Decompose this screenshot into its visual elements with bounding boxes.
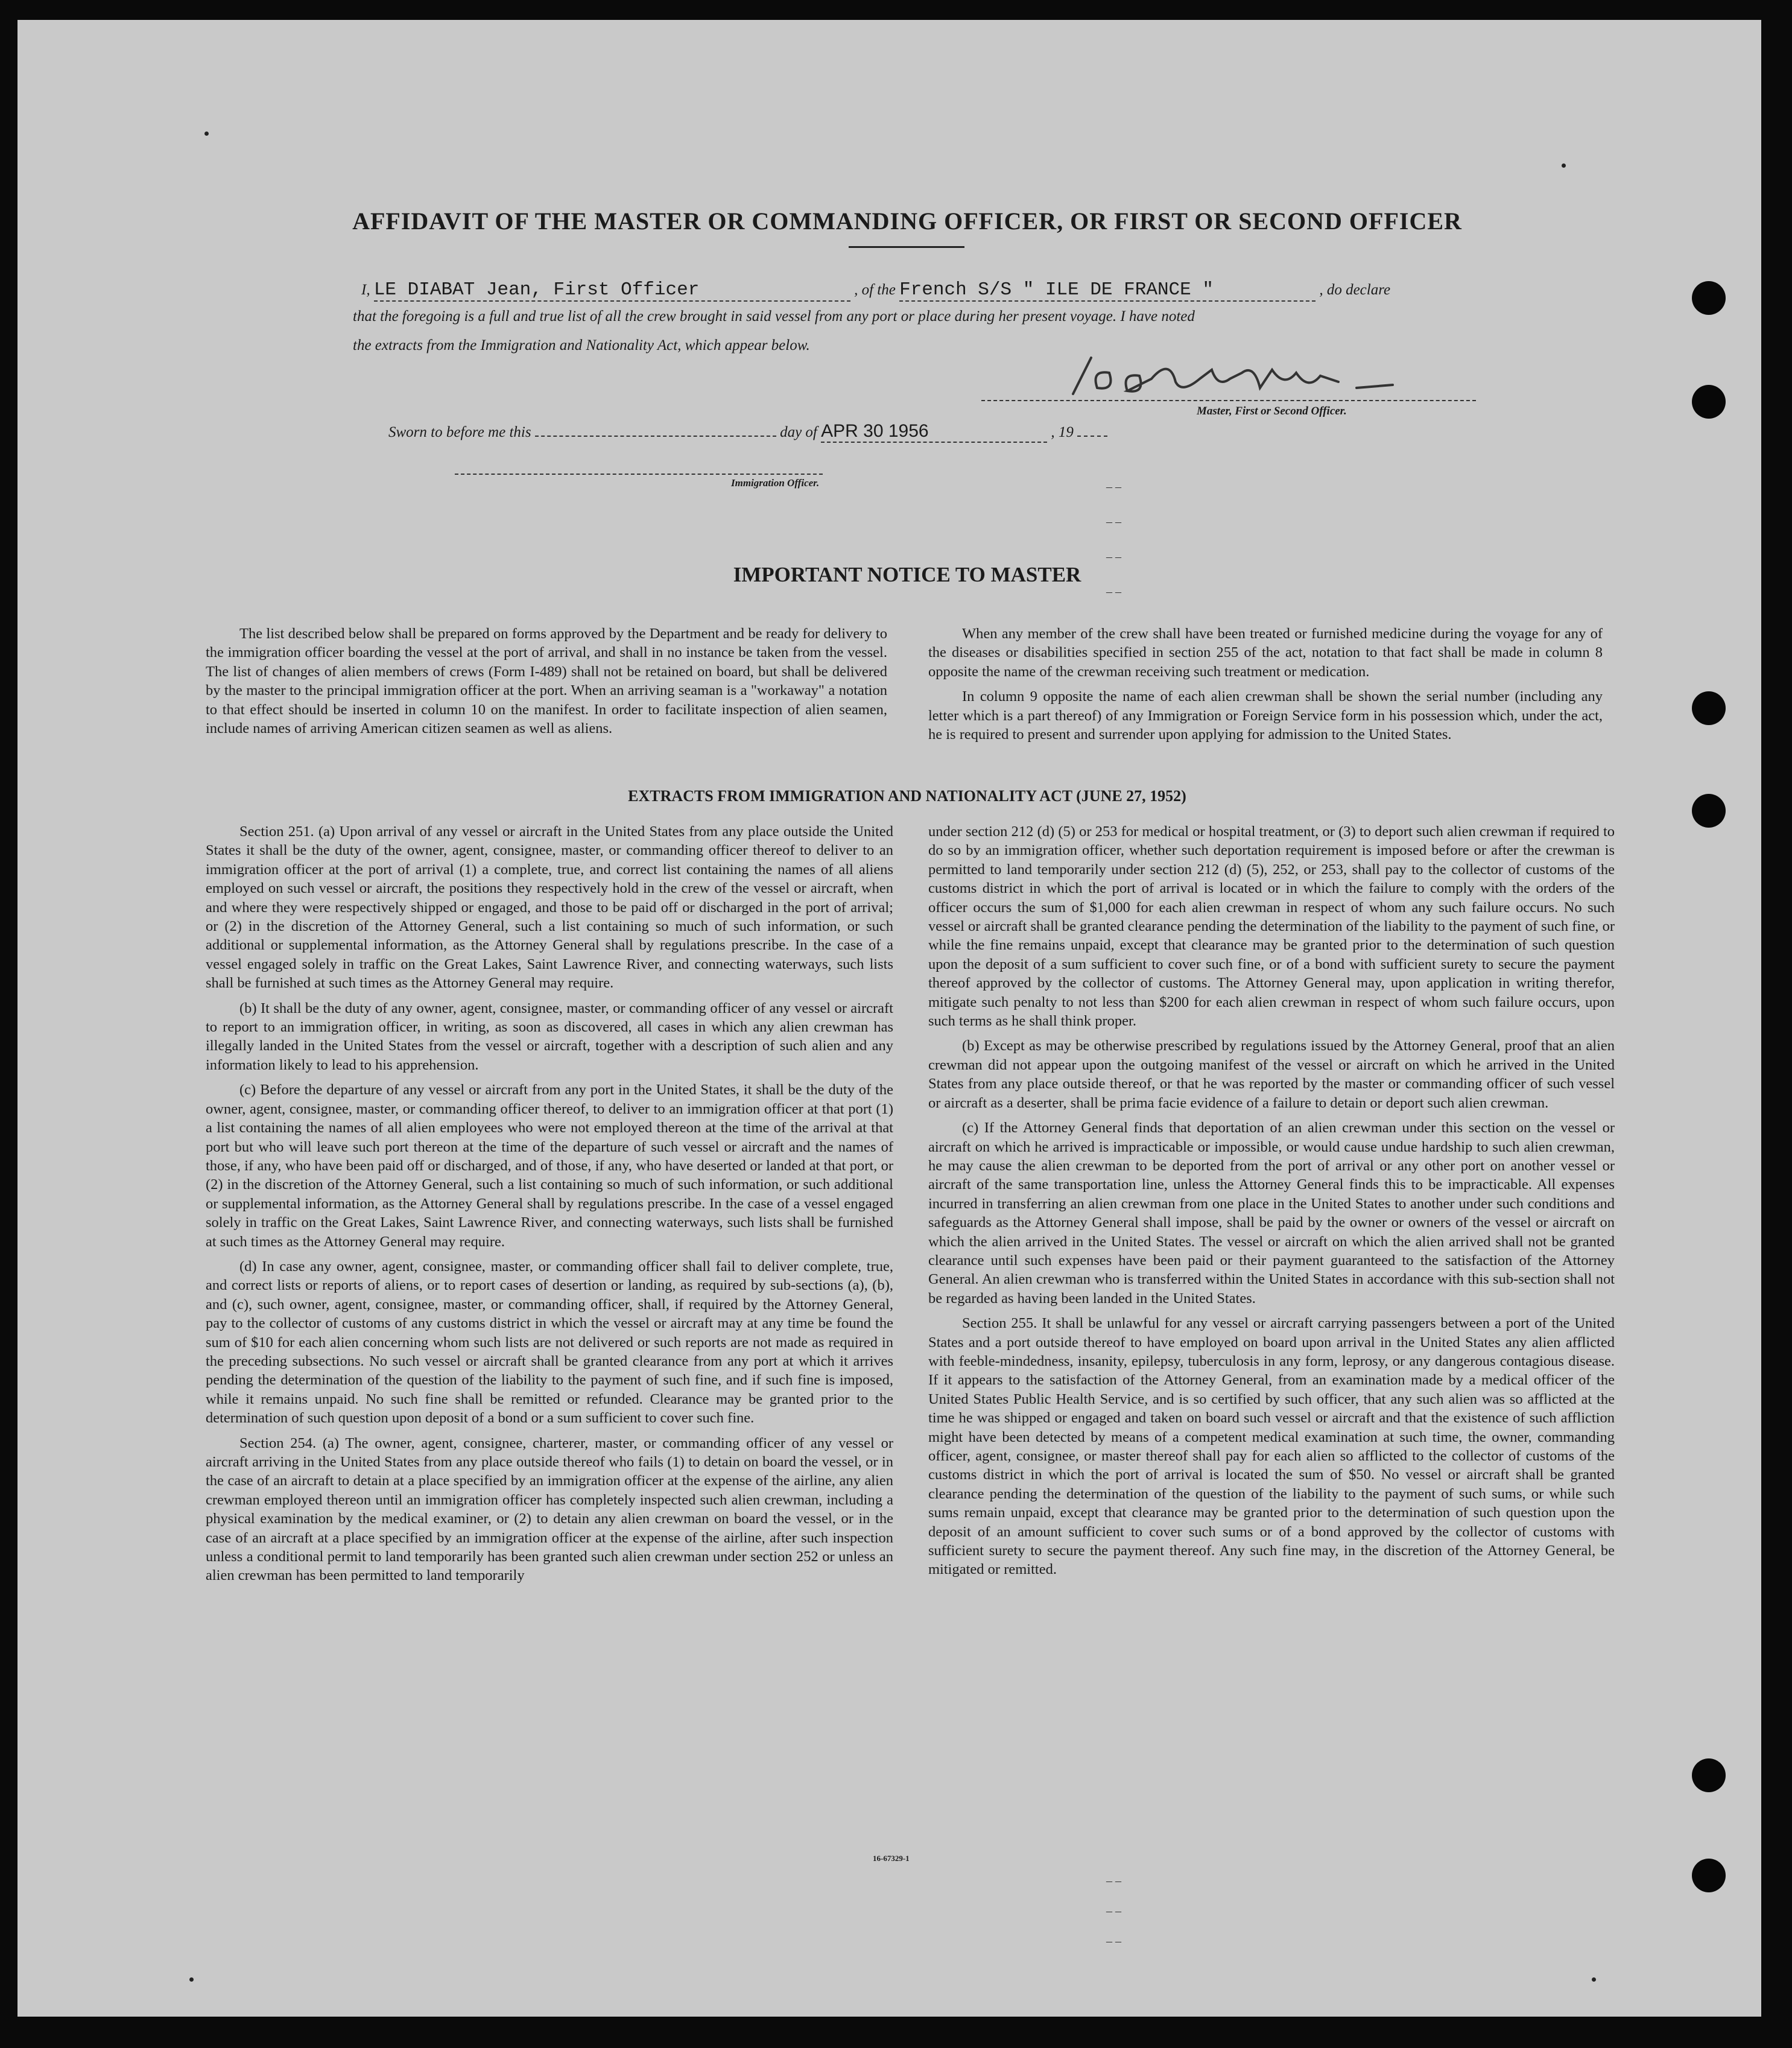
declarant-field bbox=[374, 279, 850, 302]
speck bbox=[204, 132, 209, 136]
year-prefix: , 19 bbox=[1051, 424, 1074, 440]
vessel-field bbox=[899, 279, 1316, 302]
binder-hole bbox=[1692, 281, 1726, 315]
extract-paragraph: under section 212 (d) (5) or 253 for medical or hospital treatment, or (3) to deport such alien crewman if required to do so by an immigration officer, whether such deportation requirement is imposed before or after the crewman is permitted to land temporarily under section 212 (d) (5), 252, or 253, shall pay to the collector of customs of the customs district in which the port of arrival is located or in which the failure to comply with the orders of the officer occurs the sum of $1,000 for each alien crewman in respect of whom any such failure occurs. No such vessel or aircraft shall be granted clearance pending the determination of the liability to the payment of such fine, or while the fine remains unpaid, except that clearance may be granted prior to the determination of such question upon the deposit of a sum sufficient to cover such fine, or of a bond with sufficient surety to secure the payment thereof approved by the collector of customs. The Attorney General may, upon application in writing therefor, mitigate such penalty to not less than $200 for each alien crewman in respect of whom such failure occurs, upon such terms as he shall think proper. bbox=[928, 823, 1615, 1030]
form-number: 16-67329-1 bbox=[873, 1854, 910, 1863]
day-field bbox=[535, 436, 776, 437]
of-the-label: , of the bbox=[854, 282, 896, 298]
declaration-line-1 bbox=[361, 279, 1483, 302]
extracts-right-column bbox=[928, 822, 1615, 1585]
binder-hole bbox=[1692, 1758, 1726, 1792]
notice-paragraph: In column 9 opposite the name of each alien crewman shall be shown the serial number (including any letter which is a part thereof) of any Immigration or Foreign Service form in his possession which, under the act, he is required to present and surrender upon applying for admission to the United States. bbox=[928, 688, 1603, 743]
date-field bbox=[821, 421, 1047, 443]
margin-ticks: – – – – – – – – bbox=[1106, 480, 1121, 598]
binder-hole bbox=[1692, 1859, 1726, 1892]
speck bbox=[189, 1977, 194, 1982]
footer-ticks: – – – – – – bbox=[1106, 1874, 1121, 1948]
binder-hole bbox=[1692, 385, 1726, 419]
notice-heading: IMPORTANT NOTICE TO MASTER bbox=[733, 563, 1081, 586]
document-page bbox=[17, 20, 1761, 2017]
pronoun: I, bbox=[361, 282, 370, 298]
extract-paragraph: Section 251. (a) Upon arrival of any vessel or aircraft in the United States from any place outside the United States it shall be the duty of the owner, agent, consignee, master, or commanding officer thereof to deliver to an immigration officer at the port of arrival (1) a complete, true, and correct list containing the names of all aliens employed on such vessel or aircraft, the positions they respectively hold in the crew of the vessel or aircraft, when and where they were respectively shipped or engaged, and those to be paid off or discharged in the port of arrival; or (2) in the discretion of the Attorney General, such a list containing so much of such information, or such additional or supplemental information, as the Attorney General shall by regulations prescribe. In the case of a vessel engaged solely in traffic on the Great Lakes, Saint Lawrence River, and connecting waterways, such lists shall be furnished at such times as the Attorney General may require. bbox=[206, 823, 893, 992]
affidavit-title: AFFIDAVIT OF THE MASTER OR COMMANDING OFFICER, OR FIRST OR SECOND OFFICER bbox=[352, 208, 1462, 235]
day-of-label: day of bbox=[780, 424, 817, 440]
sworn-line bbox=[388, 421, 1107, 443]
signature-line bbox=[981, 400, 1476, 401]
signer-title: Master, First or Second Officer. bbox=[1197, 405, 1347, 417]
extract-paragraph: (b) Except as may be otherwise prescribed by regulations issued by the Attorney General, proof that an alien crewman did not appear upon the outgoing manifest of the vessel or aircraft on which he arrived in the United States from any place outside thereof, or that he was reported by the master or commanding officer of such vessel or aircraft as a deserter, shall be prima facie evidence of a failure to detain or deport such alien crewman. bbox=[928, 1038, 1615, 1111]
speck bbox=[1562, 163, 1566, 168]
sworn-label: Sworn to before me this bbox=[388, 424, 531, 440]
title-rule bbox=[849, 246, 964, 248]
speck bbox=[1592, 1977, 1596, 1982]
binder-hole bbox=[1692, 691, 1726, 725]
extracts-heading: EXTRACTS FROM IMMIGRATION AND NATIONALITY ACT (JUNE 27, 1952) bbox=[628, 787, 1186, 805]
extract-paragraph: (c) If the Attorney General finds that deportation of an alien crewman under this section on the vessel or aircraft on which he arrived is impracticable or impossible, or would cause undue hardship to such alien crewman, he may cause the alien crewman to be deported from the port of arrival or any other port on another vessel or aircraft of the same transportation line, unless the Attorney General finds this to be impracticable. All expenses incurred in transferring an alien crewman from one place in the United States to another under such conditions and safeguards as the Attorney General shall impose, shall be paid by the owner or owners of the vessel or aircraft on which the alien arrived in the United States. The vessel or aircraft on which the alien arrived shall not be granted clearance until such expenses have been paid or their payment guaranteed to the satisfaction of the Attorney General. An alien crewman who is transferred within the United States in accordance with this sub-section shall not be regarded as having been landed in the United States. bbox=[928, 1120, 1615, 1307]
extract-paragraph: (d) In case any owner, agent, consignee, master, or commanding officer shall fail to deliver complete, true, and correct lists or reports of aliens, or to report cases of desertion or landing, as required by sub-sections (a), (b), and (c), such owner, agent, consignee, master, or commanding officer, shall, if required by the Attorney General, pay to the collector of customs of any customs district in which the vessel or aircraft may at any time be found the sum of $10 for each alien concerning whom such lists are not delivered or such reports are not made as required in the preceding subsections. No such vessel or aircraft shall be granted clearance from any port at which it arrives pending the determination of the question of the liability to the payment of such fine, and if such fine is imposed, while it remains unpaid. No such fine shall be remitted or refunded. Clearance may be granted prior to the determination of such question upon deposit of a bond or a sum sufficient to cover such fine. bbox=[206, 1258, 893, 1427]
notice-paragraph: The list described below shall be prepared on forms approved by the Department and be ready for delivery to the immigration officer boarding the vessel at the port of arrival, and shall in no instance be taken from the vessel. The list of changes of alien members of crews (Form I-489) shall not be retained on board, but shall be delivered by the master to the principal immigration officer at the port. When an arriving seaman is a "workaway" a notation to that effect should be inserted in column 10 on the manifest. In order to facilitate inspection of alien seamen, include names of arriving American citizen seamen as well as aliens. bbox=[206, 626, 887, 737]
year-field bbox=[1077, 436, 1107, 437]
date-stamp: APR 30 1956 bbox=[821, 421, 929, 441]
immigration-officer-label: Immigration Officer. bbox=[731, 477, 820, 489]
do-declare-label: , do declare bbox=[1319, 282, 1391, 298]
officer-signature bbox=[1055, 346, 1465, 412]
extracts-left-column bbox=[206, 822, 893, 1591]
extract-paragraph: (c) Before the departure of any vessel or aircraft from any port in the United States, it shall be the duty of the owner, agent, consignee, master, or commanding officer thereof, to deliver to an immigration officer at that port (1) a list containing the names of all alien employees who were not employed thereon at the time of the arrival at that port but who will leave such port thereon at the time of the departure of such vessel or aircraft and the names of those, if any, who have been paid off or discharged, and of those, if any, who have deserted or landed at that port, or (2) in the discretion of the Attorney General, such a list containing so much of such information, or such additional or supplemental information, as the Attorney General shall by regulations prescribe. In the case of a vessel engaged solely in traffic on the Great Lakes, Saint Lawrence River, and connecting waterways, such lists shall be furnished at such times as the Attorney General may require. bbox=[206, 1082, 893, 1250]
extract-paragraph: (b) It shall be the duty of any owner, agent, consignee, master, or commanding officer of any vessel or aircraft to report to an immigration officer, in writing, as soon as discovered, all cases in which any alien crewman has illegally landed in the United States from the vessel or aircraft, together with a description of such alien and any information likely to lead to his apprehension. bbox=[206, 1000, 893, 1073]
notice-left-column bbox=[206, 624, 887, 744]
extract-paragraph: Section 254. (a) The owner, agent, consignee, charterer, master, or commanding officer of any vessel or aircraft arriving in the United States from any place outside thereof who fails (1) to detain on board the vessel, or in the case of an aircraft to detain at a place specified by an immigration officer at the expense of the airline, any alien crewman employed thereon until an immigration officer has completely inspected such alien crewman, including a physical examination by the medical examiner, or (2) to detain any alien crewman on board the vessel, or in the case of an aircraft at a place specified by an immigration officer at the expense of the airline, after such inspection unless a conditional permit to land temporarily has been granted such alien crewman under section 252 or unless an alien crewman has been permitted to land temporarily bbox=[206, 1435, 893, 1584]
vessel-name: French S/S " ILE DE FRANCE " bbox=[899, 279, 1214, 300]
declarant-name: LE DIABAT Jean, First Officer bbox=[373, 279, 700, 300]
declaration-line-3: the extracts from the Immigration and Nationality Act, which appear below. bbox=[353, 337, 810, 353]
declaration-line-2: that the foregoing is a full and true list of all the crew brought in said vessel from any port or place during her present voyage. I have noted bbox=[353, 308, 1195, 325]
notice-right-column bbox=[928, 624, 1603, 750]
notice-paragraph: When any member of the crew shall have been treated or furnished medicine during the voyage for any of the diseases or disabilities specified in section 255 of the act, notation to that fact shall be made in column 8 opposite the name of the crewman receiving such treatment or medication. bbox=[928, 626, 1603, 680]
extract-paragraph: Section 255. It shall be unlawful for any vessel or aircraft carrying passengers between a port of the United States and a port outside thereof to have employed on board upon arrival in the United States any alien afflicted with feeble-mindedness, insanity, epilepsy, tuberculosis in any form, leprosy, or any dangerous contagious disease. If it appears to the satisfaction of the Attorney General, from an examination made by a medical officer of the United States Public Health Service, and is so certified by such officer, that any such alien was so afflicted at the time he was shipped or engaged and taken on board such vessel or aircraft and that the existence of such affliction might have been detected by means of a competent medical examination at such time, the owner, commanding officer, agent, consignee, or master thereof shall pay for each alien so afflicted to the collector of customs of the customs district in which the port of arrival is located the sum of $50. No vessel or aircraft shall be granted clearance pending the determination of the question of the liability to the payment of such sums, or while such sums remain unpaid, except that clearance may be granted prior to the determination of such question upon the deposit of an amount sufficient to cover such sums or of a bond approved by the collector of customs with sufficient surety to secure the payment thereof. Any such fine may, in the discretion of the Attorney General, be mitigated or remitted. bbox=[928, 1315, 1615, 1578]
immigration-officer-line bbox=[455, 474, 823, 475]
